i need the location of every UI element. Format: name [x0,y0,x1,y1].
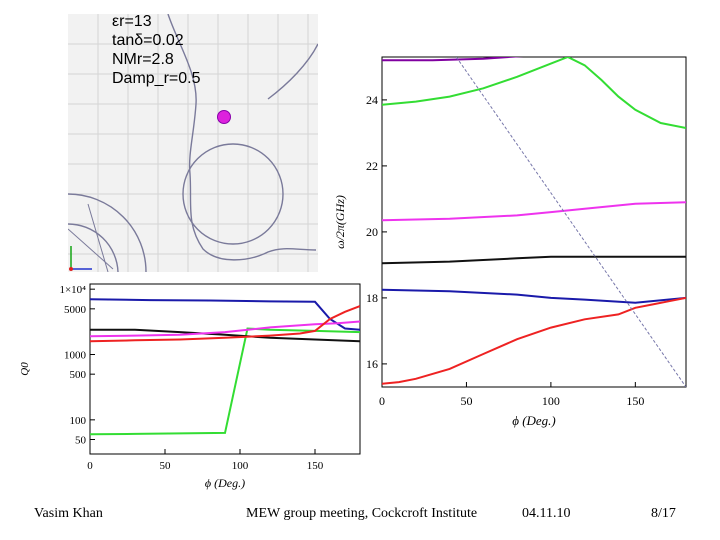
y-tick-label: 500 [69,369,86,382]
series-line-0 [90,329,360,435]
x-axis-label: ϕ (Deg.) [512,413,556,428]
x-tick-label: 100 [541,394,560,408]
series-line-3 [382,257,686,264]
plot-frame [382,57,686,387]
y-tick-label: 22 [366,158,378,173]
y-tick-label: 18 [366,290,378,305]
param-damp: Damp_r=0.5 [112,70,201,87]
y-tick-label: 20 [366,224,378,239]
series-line-5 [382,298,686,384]
parameter-list [112,12,201,88]
series-line-4 [382,290,686,303]
x-axis-label: ϕ (Deg.) [204,476,246,490]
x-tick-label: 0 [87,460,93,472]
param-epsilon: εr=13 [112,13,152,30]
param-nmr: NMr=2.8 [112,51,174,68]
series-line-1 [90,299,360,329]
y-tick-label: 24 [366,92,378,107]
y-tick-label: 5000 [64,303,86,316]
x-tick-label: 150 [306,460,324,472]
x-tick-label: 100 [231,460,249,472]
footer-page-number: 8/17 [651,506,676,521]
x-tick-label: 50 [159,460,171,472]
x-tick-label: 50 [460,394,473,408]
series-line-6 [456,57,686,387]
y-axis-label: ω/2π(GHz) [333,195,347,249]
y-tick-label: 1000 [64,349,86,362]
series-line-1 [382,57,686,128]
y-axis-label: Q0 [19,362,31,376]
y-tick-label: 50 [75,434,86,447]
frequency-chart [330,55,720,435]
footer-date: 04.11.10 [522,506,571,521]
x-tick-label: 0 [379,394,385,408]
y-tick-label: 16 [366,356,378,371]
y-tick-label: 1×10⁴ [59,284,86,297]
footer-author: Vasim Khan [34,506,103,521]
series-line-2 [382,202,686,220]
q-factor-chart [18,282,363,497]
y-tick-label: 100 [69,414,86,427]
x-tick-label: 150 [626,394,645,408]
footer-meeting: MEW group meeting, Cockcroft Institute [246,506,478,521]
param-tan-delta: tanδ=0.02 [112,32,184,49]
